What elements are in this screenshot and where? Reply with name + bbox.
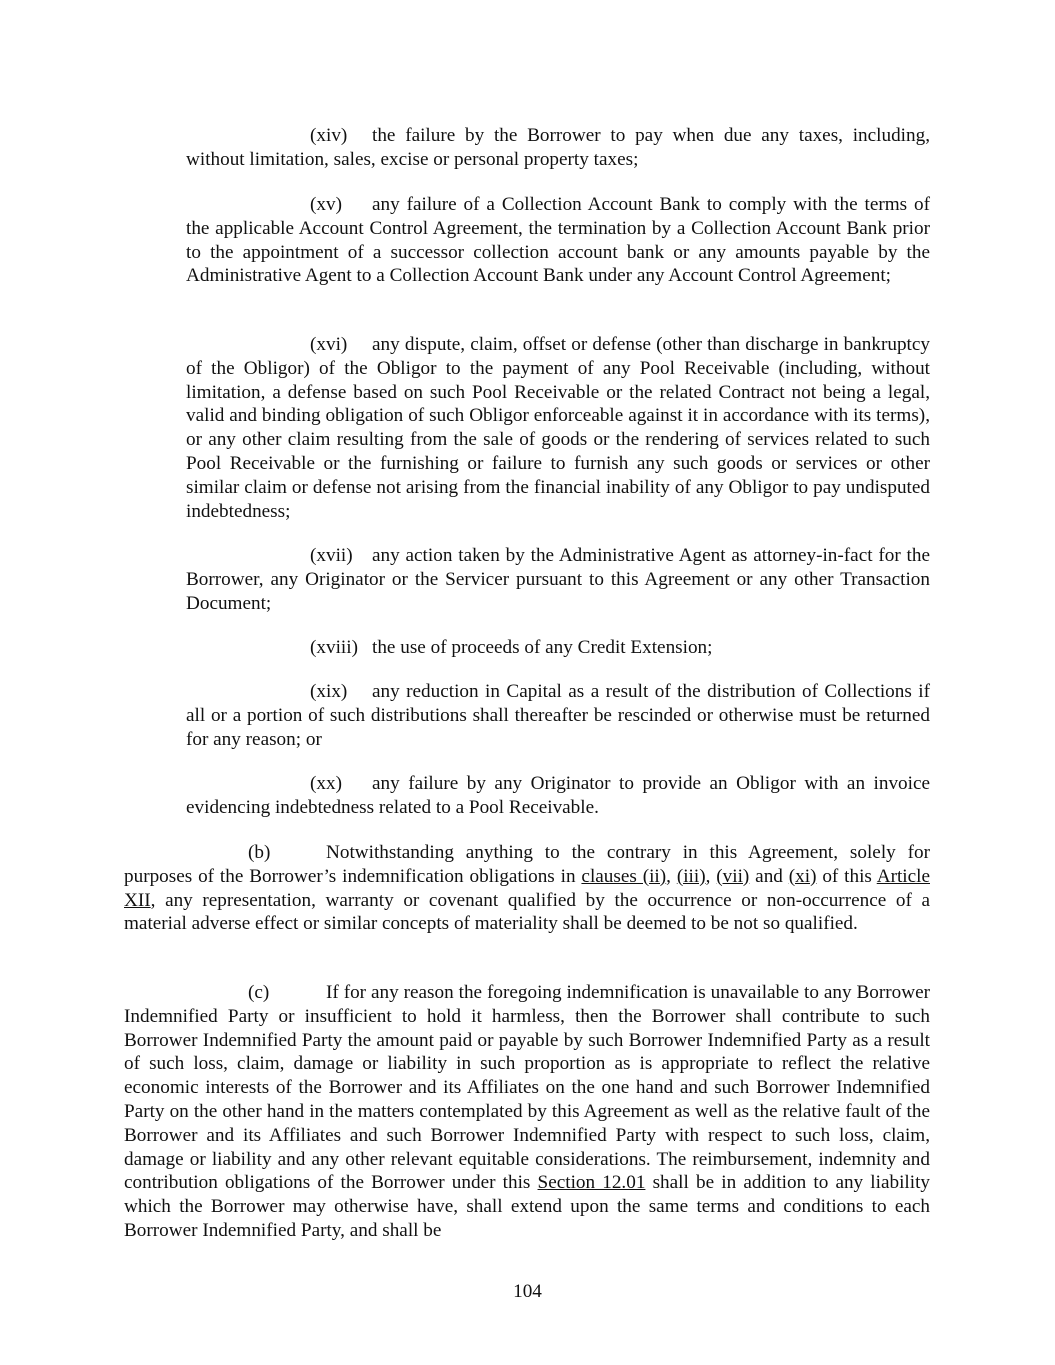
clause-text: any failure of a Collection Account Bank to comply with the terms of the applicable Account Control Agreement, the termination by a Collection Account Bank prior to the appointment of a successor collection account bank or any amounts payable by the Administrative Agent to a Collection Account Bank under any Account Control Agreement; [186,194,930,287]
clause-xiv [186,124,930,172]
paragraph-text: Notwithstanding anything to the contrary in this Agreement, solely for purposes of the Borrower’s indemnification obligations in [124,842,930,887]
paragraph-text: If for any reason the foregoing indemnification is unavailable to any Borrower Indemnified Party or insufficient to hold it harmless, then the Borrower shall contribute to such Borrower Indemnified Party the amount paid or payable by such Borrower Indemnified Party as a result of such loss, claim, damage or liability in such proportion as is appropriate to reflect the relative economic interests of the Borrower and its Affiliates on the one hand and such Borrower Indemnified Party on the other hand in the matters contemplated by this Agreement as well as the relative fault of the Borrower and its Affiliates and such Borrower Indemnified Party with respect to such loss, claim, damage or liability and any other relevant equitable considerations. The reimbursement, indemnity and contribution obligations of the Borrower under this [124,982,930,1194]
paragraph-text: shall be in addition to any liability which the Borrower may otherwise have, shall extend upon the same terms and conditions to each Borrower Indemnified Party, and shall be [124,1172,930,1241]
article-reference-link: Article XII [124,865,930,911]
clause-xviii [186,636,930,660]
clause-text: any failure by any Originator to provide an Obligor with an invoice evidencing indebtedness related to a Pool Receivable. [186,773,930,818]
paragraph-c [124,981,930,1243]
clause-reference-link: (iii) [676,865,706,887]
clause-label: (xviii) [310,637,358,658]
clause-label: (xvii) [310,545,353,566]
clause-xvii [186,544,930,615]
page-number: 104 [513,1281,542,1302]
clause-text: any dispute, claim, offset or defense (other than discharge in bankruptcy of the Obligor) of the Obligor to the payment of any Pool Receivable (including, without limitation, a defense based on such Pool Receivable or the related Contract not being a legal, valid and binding obligation of such Obligor enforceable against it in accordance with its terms), or any other claim resulting from the sale of goods or the rendering of services related to such Pool Receivable or the furnishing or failure to furnish any such goods or services or other similar claim or defense not arising from the financial inability of any Obligor to pay undisputed indebtedness; [186,334,930,522]
clause-label: (xv) [310,194,342,215]
paragraph-label: (c) [248,982,270,1003]
section-reference-link: Section 12.01 [537,1172,646,1194]
text-separator: , [666,865,677,887]
clause-label: (xvi) [310,334,348,355]
paragraph-b [124,841,930,936]
clause-text: any action taken by the Administrative Agent as attorney-in-fact for the Borrower, any Originator or the Servicer pursuant to this Agreement or any other Transaction Document; [186,545,930,614]
clause-xv [186,193,930,288]
clause-label: (xix) [310,681,348,702]
clause-label: (xiv) [310,125,348,146]
clause-text: the failure by the Borrower to pay when due any taxes, including, without limitation, sales, excise or personal property taxes; [186,125,930,170]
clause-xvi [186,333,930,523]
text-separator: and [749,865,789,887]
clause-reference-link: clauses (ii) [581,865,667,887]
clause-text: the use of proceeds of any Credit Extension; [372,637,713,658]
clause-xx [186,772,930,820]
clause-xix [186,680,930,751]
paragraph-label: (b) [248,842,271,863]
clause-reference-link: (vii) [716,865,750,887]
clause-reference-link: (xi) [788,865,817,887]
text-separator: , [705,865,717,887]
paragraph-text: , any representation, warranty or covenant qualified by the occurrence or non-occurrence of a material adverse effect or similar concepts of materiality shall be deemed to be not so qualified. [124,889,930,935]
paragraph-text: of this [816,865,877,887]
clause-label: (xx) [310,773,342,794]
clause-text: any reduction in Capital as a result of the distribution of Collections if all or a portion of such distributions shall thereafter be rescinded or otherwise must be returned for any reason; or [186,681,930,750]
